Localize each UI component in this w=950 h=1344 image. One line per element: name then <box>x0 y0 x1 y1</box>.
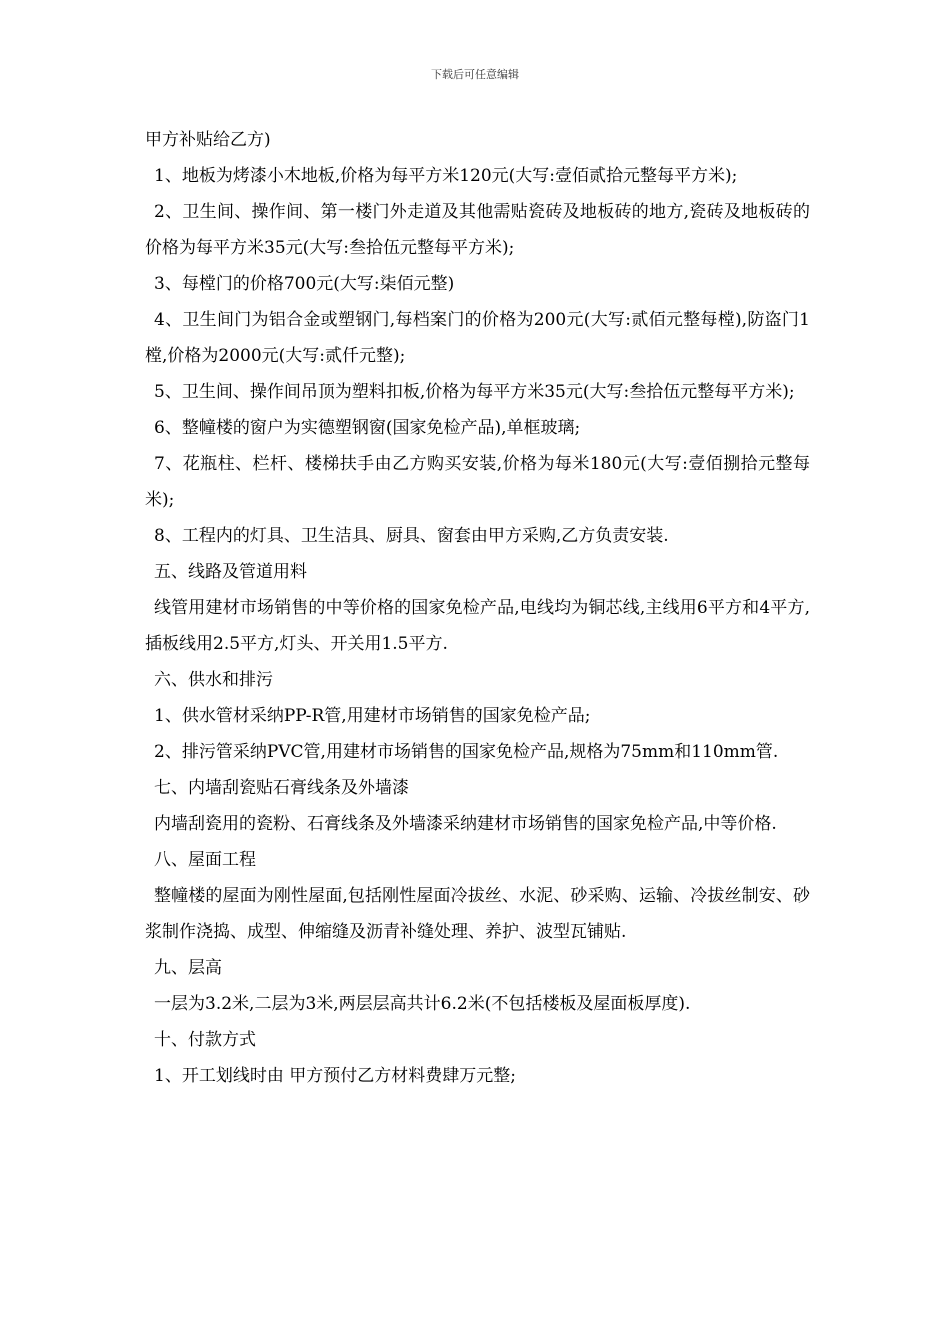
paragraph: 7、花瓶柱、栏杆、楼梯扶手由乙方购买安装,价格为每米180元(大写:壹佰捌拾元整每米); <box>145 454 810 510</box>
paragraph: 2、卫生间、操作间、第一楼门外走道及其他需贴瓷砖及地板砖的地方,瓷砖及地板砖的价格为每平方米35元(大写:叁拾伍元整每平方米); <box>145 202 810 258</box>
paragraph: 1、地板为烤漆小木地板,价格为每平方米120元(大写:壹佰贰拾元整每平方米); <box>154 166 738 186</box>
section-heading: 六、供水和排污 <box>154 670 273 690</box>
section-heading: 八、屋面工程 <box>154 850 256 870</box>
paragraph: 甲方补贴给乙方) <box>145 130 271 150</box>
paragraph: 8、工程内的灯具、卫生洁具、厨具、窗套由甲方采购,乙方负责安装. <box>154 526 669 546</box>
paragraph: 5、卫生间、操作间吊顶为塑料扣板,价格为每平方米35元(大写:叁拾伍元整每平方米); <box>154 382 795 402</box>
paragraph: 6、整幢楼的窗户为实德塑钢窗(国家免检产品),单框玻璃; <box>154 418 581 438</box>
paragraph: 4、卫生间门为铝合金或塑钢门,每档案门的价格为200元(大写:贰佰元整每樘),防盗门1樘,价格为2000元(大写:贰仟元整); <box>145 310 810 366</box>
page-header: 下载后可任意编辑 <box>431 68 519 81</box>
paragraph: 2、排污管采纳PVC管,用建材市场销售的国家免检产品,规格为75mm和110mm管. <box>154 742 779 762</box>
paragraph: 线管用建材市场销售的中等价格的国家免检产品,电线均为铜芯线,主线用6平方和4平方,插板线用2.5平方,灯头、开关用1.5平方. <box>145 598 810 654</box>
paragraph: 一层为3.2米,二层为3米,两层层高共计6.2米(不包括楼板及屋面板厚度). <box>154 994 691 1014</box>
section-heading: 十、付款方式 <box>154 1030 256 1050</box>
paragraph: 3、每樘门的价格700元(大写:柒佰元整) <box>154 274 455 294</box>
section-heading: 七、内墙刮瓷贴石膏线条及外墙漆 <box>154 778 409 798</box>
paragraph: 内墙刮瓷用的瓷粉、石膏线条及外墙漆采纳建材市场销售的国家免检产品,中等价格. <box>154 814 777 834</box>
paragraph: 整幢楼的屋面为刚性屋面,包括刚性屋面冷拔丝、水泥、砂采购、运输、冷拔丝制安、砂浆制作浇捣、成型、伸缩缝及沥青补缝处理、养护、波型瓦铺贴. <box>145 886 810 942</box>
section-heading: 九、层高 <box>154 958 222 978</box>
document-body <box>145 122 810 1094</box>
section-heading: 五、线路及管道用料 <box>154 562 307 582</box>
paragraph: 1、开工划线时由 甲方预付乙方材料费肆万元整; <box>154 1066 516 1086</box>
paragraph: 1、供水管材采纳PP-R管,用建材市场销售的国家免检产品; <box>154 706 591 726</box>
